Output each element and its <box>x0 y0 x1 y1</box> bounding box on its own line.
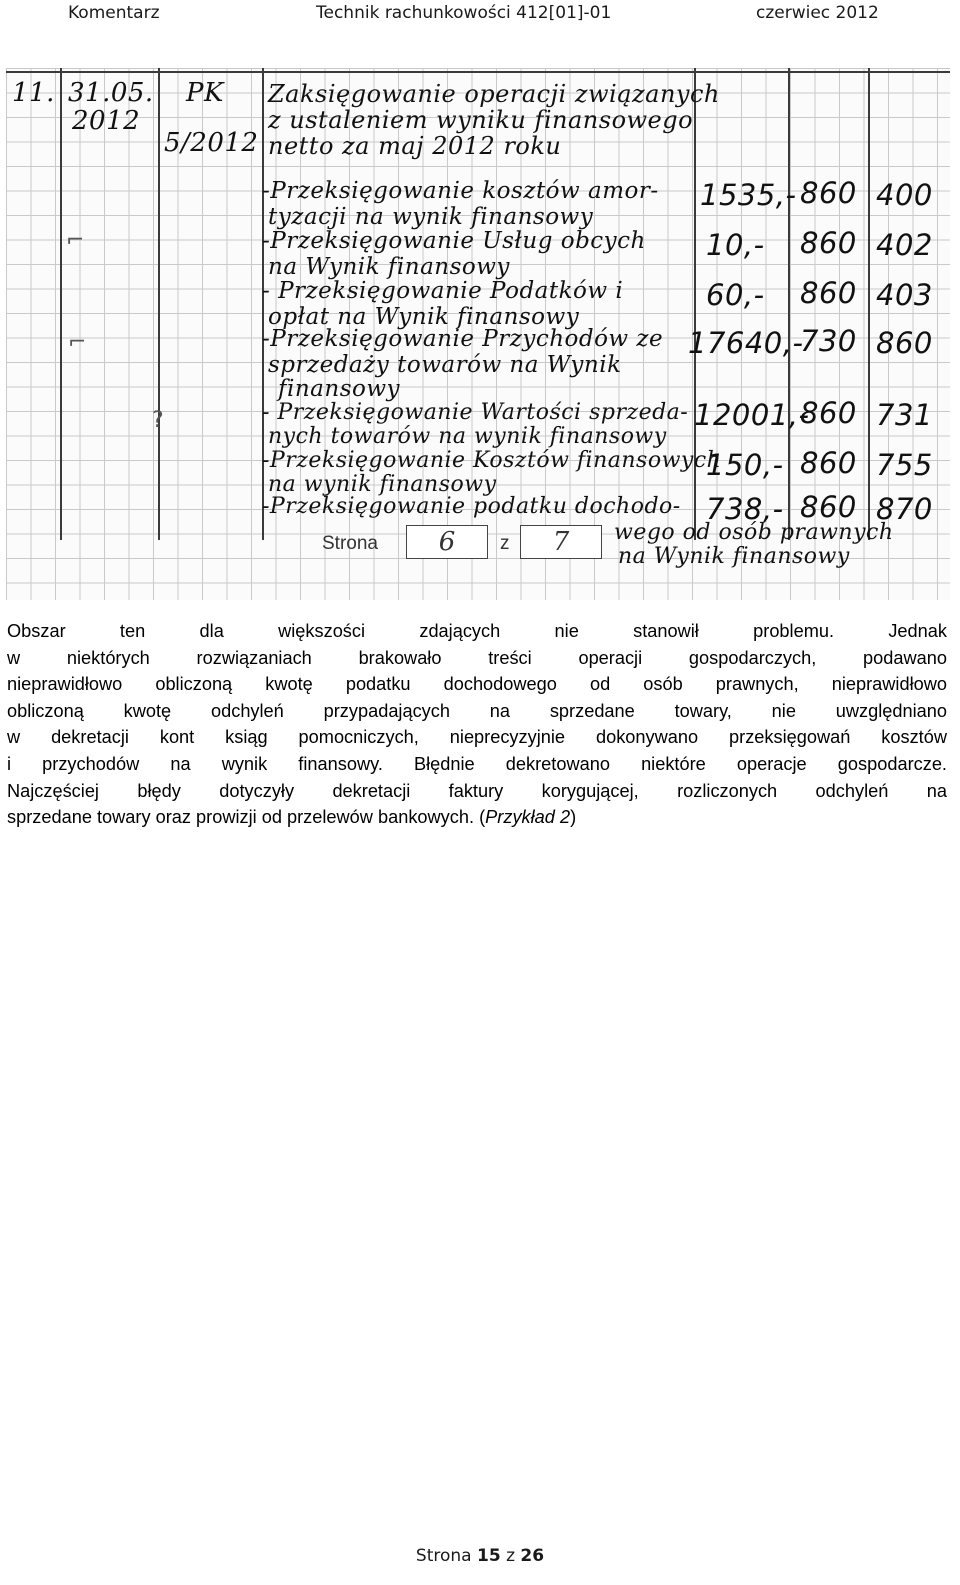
handwritten-ledger-scan <box>6 68 950 600</box>
page-header <box>0 0 960 28</box>
footer-prefix: Strona <box>415 1546 472 1566</box>
commentary-paragraph <box>7 618 947 831</box>
entry-year: 2012 <box>72 106 141 136</box>
margin-mark: ? <box>152 408 164 433</box>
operation-text: wego od osób prawnych <box>614 520 894 545</box>
operation-text: tyzacji na wynik finansowy <box>268 204 594 230</box>
debit-account: 860 <box>800 276 857 310</box>
paragraph-line: nieprawidłowo obliczoną kwotę podatku dochodowego od osób prawnych, nieprawidłowo <box>7 674 947 695</box>
ledger-column-rule <box>158 68 160 540</box>
header-date: czerwiec 2012 <box>756 3 879 23</box>
operation-text: -Przeksięgowanie Kosztów finansowych <box>262 448 722 473</box>
ledger-column-rule <box>788 68 790 540</box>
footer-separator: z <box>506 1546 515 1566</box>
paragraph-line: Obszar ten dla większości zdających nie stanowił problemu. Jednak <box>7 621 947 641</box>
debit-account: 860 <box>800 226 857 260</box>
credit-account: 755 <box>876 448 933 482</box>
operation-text: na Wynik finansowy <box>268 254 510 280</box>
operation-amount: 150,- <box>706 448 784 482</box>
debit-account: 860 <box>800 396 857 430</box>
operation-text: na wynik finansowy <box>268 472 497 497</box>
operation-text: -Przeksięgowanie Usług obcych <box>262 228 646 254</box>
form-page-separator: z <box>500 533 510 554</box>
document-type: PK <box>186 78 224 108</box>
credit-account: 731 <box>876 398 933 432</box>
entry-description: z ustaleniem wyniku finansowego <box>268 106 694 134</box>
credit-account: 860 <box>876 326 933 360</box>
operation-amount: 1535,- <box>700 178 797 212</box>
paragraph-last-text: sprzedane towary oraz prowizji od przelewów bankowych. ( <box>7 807 486 828</box>
debit-account: 730 <box>800 324 857 358</box>
operation-text: - Przeksięgowanie Podatków i <box>262 278 624 304</box>
paragraph-line: w niektórych rozwiązaniach brakowało treści operacji gospodarczych, podawano <box>7 647 947 668</box>
credit-account: 402 <box>876 228 933 262</box>
document-number: 5/2012 <box>164 128 259 158</box>
operation-amount: 738,- <box>706 492 784 526</box>
operation-text: -Przeksięgowanie podatku dochodo- <box>262 494 681 519</box>
operation-text: finansowy <box>278 376 401 402</box>
operation-text: na Wynik finansowy <box>618 544 850 569</box>
entry-description: Zaksięgowanie operacji związanych <box>268 80 720 108</box>
entry-description: netto za maj 2012 roku <box>268 132 562 160</box>
ledger-column-rule <box>868 68 870 540</box>
operation-text: - Przeksięgowanie Wartości sprzeda- <box>262 400 689 425</box>
form-page-number-box: 6 <box>406 525 488 559</box>
operation-text: nych towarów na wynik finansowy <box>268 424 667 449</box>
operation-text: -Przeksięgowanie Przychodów ze <box>262 326 664 352</box>
ledger-top-rule <box>6 71 950 73</box>
ledger-column-rule <box>60 68 62 540</box>
paragraph-closing-paren: ) <box>570 807 577 828</box>
paragraph-line: obliczoną kwotę odchyleń przypadających na sprzedane towary, nie uwzględniano <box>7 700 947 721</box>
credit-account: 870 <box>876 492 933 526</box>
credit-account: 403 <box>876 278 933 312</box>
operation-amount: 17640,- <box>688 326 804 360</box>
paragraph-line: i przychodów na wynik finansowy. Błędnie dekretowano niektóre operacje gospodarcze. <box>7 753 947 774</box>
page-footer <box>0 1546 960 1566</box>
operation-amount: 10,- <box>706 228 765 262</box>
operation-text: sprzedaży towarów na Wynik <box>268 352 622 378</box>
entry-date: 31.05. <box>68 78 154 108</box>
example-reference: Przykład 2 <box>485 807 571 828</box>
header-left: Komentarz <box>68 3 160 23</box>
footer-page-total: 26 <box>520 1546 545 1566</box>
operation-text: -Przeksięgowanie kosztów amor- <box>262 178 659 204</box>
form-page-total-box: 7 <box>520 525 602 559</box>
debit-account: 860 <box>800 490 857 524</box>
operation-amount: 12001,- <box>694 398 810 432</box>
paragraph-line: w dekretacji kont ksiąg pomocniczych, nieprecyzyjnie dokonywano przeksięgowań kosztów <box>7 727 947 748</box>
operation-text: opłat na Wynik finansowy <box>268 304 580 330</box>
credit-account: 400 <box>876 178 933 212</box>
margin-mark: ⌐ <box>68 330 87 355</box>
debit-account: 860 <box>800 176 857 210</box>
margin-mark: ⌐ <box>66 228 85 253</box>
row-number: 11. <box>12 78 55 108</box>
paragraph-line: Najczęściej błędy dotyczyły dekretacji faktury korygującej, rozliczonych odchyleń na <box>7 780 947 801</box>
form-page-label: Strona <box>322 533 378 554</box>
operation-amount: 60,- <box>706 278 765 312</box>
footer-page-number: 15 <box>476 1546 501 1566</box>
header-title: Technik rachunkowości 412[01]-01 <box>316 3 612 23</box>
debit-account: 860 <box>800 446 857 480</box>
paragraph-last-line <box>7 804 947 831</box>
